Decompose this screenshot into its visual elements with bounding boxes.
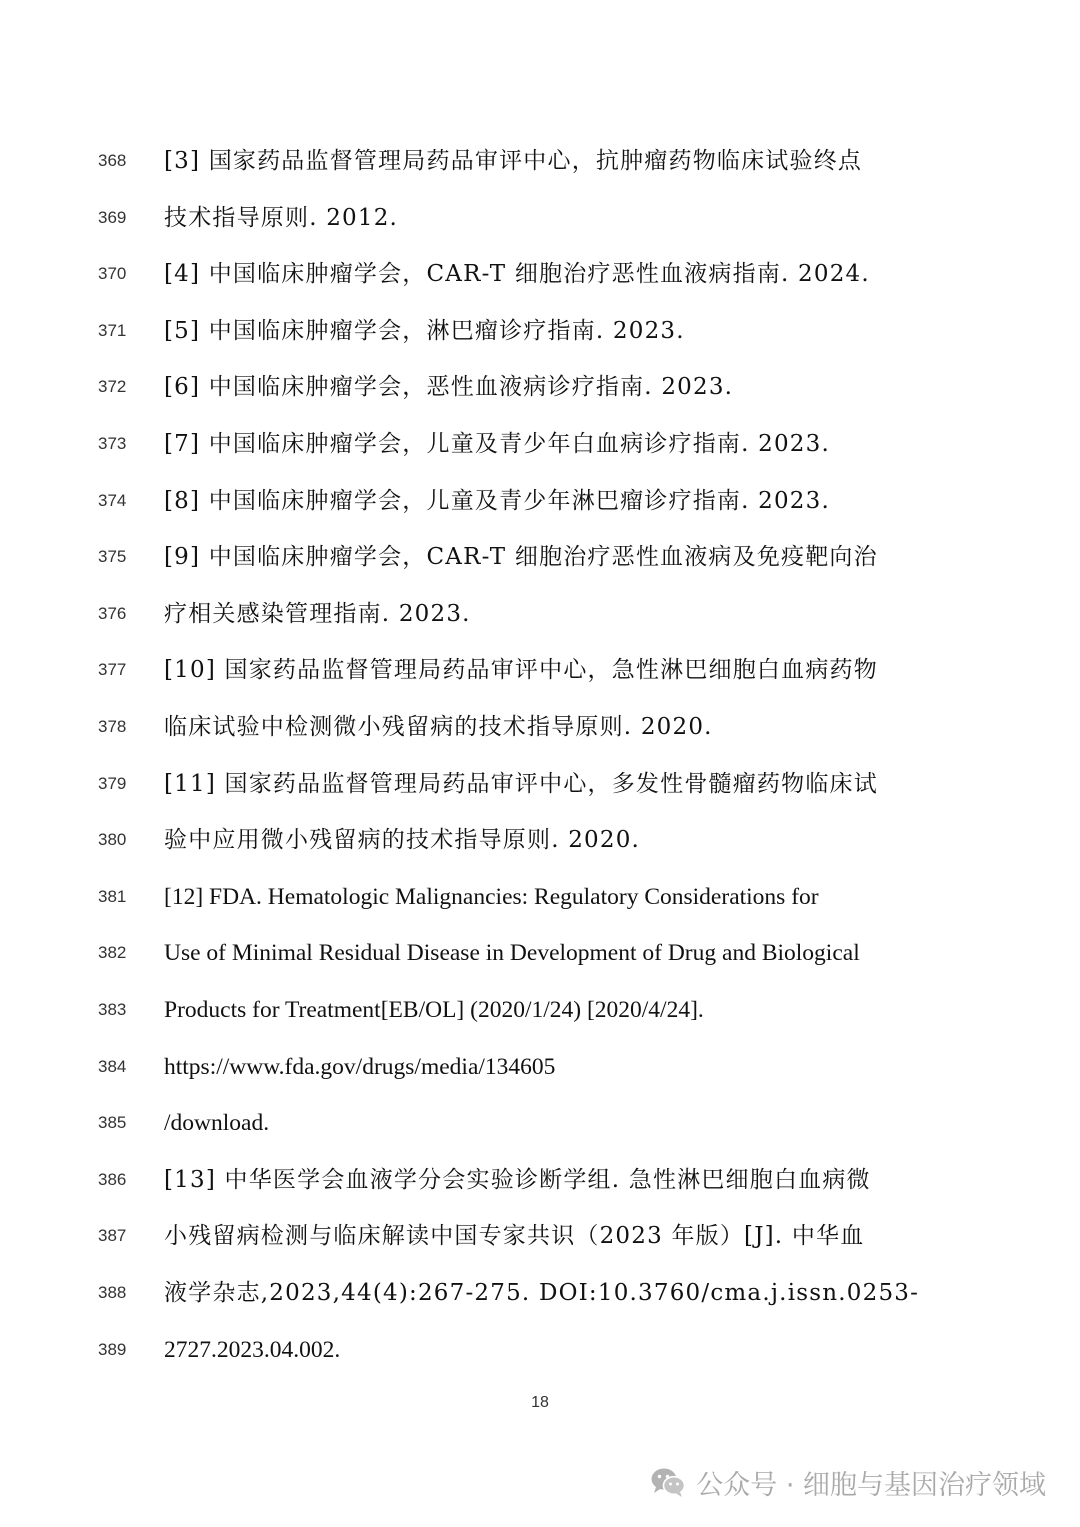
reference-line: [0, 594, 1080, 634]
line-text: [4] 中国临床肿瘤学会，CAR-T 细胞治疗恶性血液病指南. 2024.: [164, 261, 870, 288]
reference-line: [0, 764, 1080, 804]
reference-line: [0, 1047, 1080, 1087]
line-number: 374: [98, 490, 127, 510]
line-number: 370: [98, 264, 127, 284]
line-number: 376: [98, 603, 127, 623]
line-text: 技术指导原则. 2012.: [164, 204, 399, 231]
line-number: 368: [98, 151, 127, 170]
reference-line: [0, 933, 1080, 973]
reference-line: [0, 1273, 1080, 1313]
line-text: 小残留病检测与临床解读中国专家共识（2023 年版）[J]. 中华血: [164, 1223, 865, 1250]
reference-line: [0, 1160, 1080, 1200]
wechat-watermark: [650, 1460, 1046, 1504]
wechat-icon: [650, 1466, 686, 1498]
line-text: [3] 国家药品监督管理局药品审评中心，抗肿瘤药物临床试验终点: [164, 148, 863, 174]
line-text: [12] FDA. Hematologic Malignancies: Regulatory Considerations for: [164, 883, 819, 910]
reference-line: [0, 424, 1080, 464]
line-number: 380: [98, 830, 127, 850]
line-number: 381: [98, 886, 127, 906]
reference-line: [0, 481, 1080, 521]
watermark-text: 公众号 · 细胞与基因治疗领域: [696, 1469, 1046, 1501]
line-number: 385: [98, 1113, 127, 1133]
line-number: 389: [98, 1339, 127, 1359]
line-text: 液学杂志,2023,44(4):267-275. DOI:10.3760/cma.j.issn.0253-: [164, 1280, 920, 1306]
line-text: [8] 中国临床肿瘤学会，儿童及青少年淋巴瘤诊疗指南. 2023.: [164, 487, 830, 514]
line-text: [11] 国家药品监督管理局药品审评中心，多发性骨髓瘤药物临床试: [164, 770, 878, 797]
reference-line: [0, 141, 1080, 181]
line-number: 387: [98, 1226, 127, 1246]
page-number: 18: [531, 1394, 549, 1411]
line-number: 384: [98, 1056, 127, 1076]
line-text: [5] 中国临床肿瘤学会，淋巴瘤诊疗指南. 2023.: [164, 317, 685, 344]
line-text: 2727.2023.04.002.: [164, 1336, 341, 1363]
reference-line: [0, 537, 1080, 577]
line-number: 372: [98, 377, 127, 397]
line-number: 382: [98, 943, 127, 963]
line-text: 疗相关感染管理指南. 2023.: [164, 600, 471, 627]
line-text: Use of Minimal Residual Disease in Development of Drug and Biological: [164, 940, 860, 967]
reference-line: [0, 311, 1080, 351]
line-number: 388: [98, 1283, 127, 1302]
reference-line: [0, 254, 1080, 294]
reference-line: [0, 820, 1080, 860]
reference-line: [0, 877, 1080, 917]
line-number: 371: [98, 320, 127, 340]
line-text: Products for Treatment[EB/OL] (2020/1/24) [2020/4/24].: [164, 997, 704, 1023]
line-text: 临床试验中检测微小残留病的技术指导原则. 2020.: [164, 714, 713, 740]
line-number: 386: [98, 1169, 127, 1189]
line-number: 379: [98, 773, 127, 793]
reference-line: [0, 707, 1080, 747]
line-text: 验中应用微小残留病的技术指导原则. 2020.: [164, 827, 641, 854]
reference-line: [0, 1216, 1080, 1256]
line-text[interactable]: https://www.fda.gov/drugs/media/134605: [164, 1053, 556, 1080]
line-number: 373: [98, 434, 127, 453]
line-text: [10] 国家药品监督管理局药品审评中心，急性淋巴细胞白血病药物: [164, 657, 878, 684]
line-text: [6] 中国临床肿瘤学会，恶性血液病诊疗指南. 2023.: [164, 374, 734, 401]
reference-line: [0, 198, 1080, 238]
line-text: /download.: [164, 1110, 270, 1137]
reference-line: [0, 650, 1080, 690]
reference-line: [0, 1330, 1080, 1370]
line-text: [13] 中华医学会血液学分会实验诊断学组. 急性淋巴细胞白血病微: [164, 1166, 871, 1193]
reference-line: [0, 1103, 1080, 1143]
reference-line: [0, 367, 1080, 407]
line-number: 378: [98, 717, 127, 736]
line-text: [9] 中国临床肿瘤学会，CAR-T 细胞治疗恶性血液病及免疫靶向治: [164, 544, 878, 571]
line-number: 375: [98, 547, 127, 567]
line-number: 377: [98, 660, 127, 680]
reference-line: [0, 990, 1080, 1030]
line-number: 369: [98, 207, 127, 227]
line-text: [7] 中国临床肿瘤学会，儿童及青少年白血病诊疗指南. 2023.: [164, 431, 830, 457]
line-number: 383: [98, 1000, 127, 1019]
